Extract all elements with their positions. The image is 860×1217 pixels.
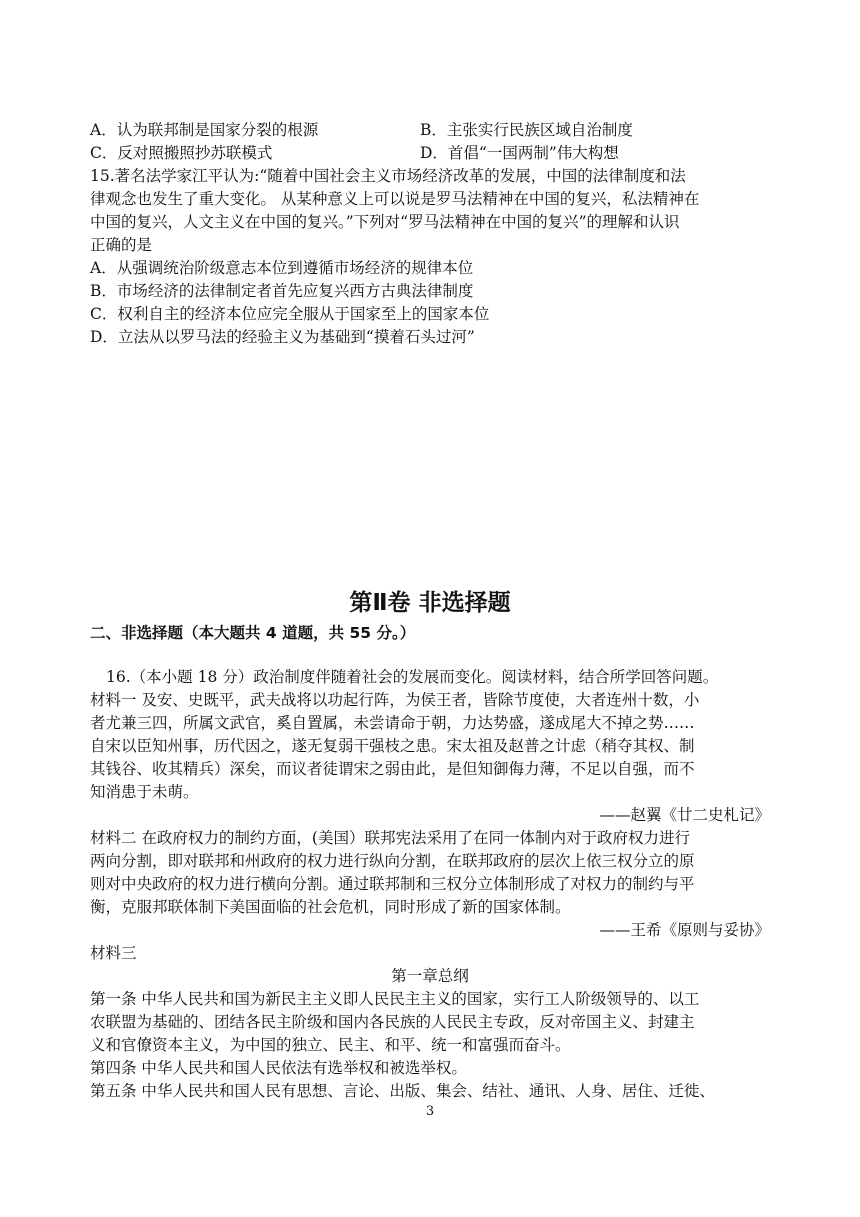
page-number: 3 (425, 1104, 435, 1119)
material2-line: 衡，克服邦联体制下美国面临的社会危机，同时形成了新的国家体制。 (90, 898, 571, 916)
material1-line: 其钱谷、收其精兵）深矣，而议者徒谓宋之弱由此，是但知御侮力薄，不足以自强，而不 (90, 760, 695, 778)
material2-source: ——王希《原则与妥协》 (599, 921, 770, 939)
q15-option-c: C．权利自主的经济本位应完全服从于国家至上的国家本位 (90, 305, 490, 323)
q16-intro: 16.（本小题 18 分）政治制度伴随着社会的发展而变化。阅读材料，结合所学回答问题。 (106, 668, 719, 686)
q14-option-a: A．认为联邦制是国家分裂的根源 (90, 121, 319, 139)
article-line: 第五条 中华人民共和国人民有思想、言论、出版、集会、结社、通讯、人身、居住、迁徙、 (90, 1082, 715, 1100)
q15-option-d: D．立法从以罗马法的经验主义为基础到“摸着石头过河” (90, 328, 475, 346)
q15-stem-line: 15.著名法学家江平认为:“随着中国社会主义市场经济改革的发展，中国的法律制度和法 (90, 167, 686, 185)
q14-option-b: B．主张实行民族区域自治制度 (420, 121, 633, 139)
article-line: 义和官僚资本主义，为中国的独立、民主、和平、统一和富强而奋斗。 (90, 1036, 571, 1054)
material2-line: 两向分割，即对联邦和州政府的权力进行纵向分割，在联邦政府的层次上依三权分立的原 (90, 852, 695, 870)
article-line: 第一条 中华人民共和国为新民主主义即人民民主主义的国家，实行工人阶级领导的、以工 (90, 990, 700, 1008)
section-title: 第Ⅱ卷 非选择题 (349, 590, 511, 616)
q15-option-a: A．从强调统治阶级意志本位到遵循市场经济的规律本位 (90, 259, 474, 277)
material1-line: 知消患于未萌。 (90, 783, 199, 801)
q14-option-c: C．反对照搬照抄苏联模式 (90, 144, 273, 162)
q14-option-d: D．首倡“一国两制”伟大构想 (420, 144, 619, 162)
material1-line: 者尤兼三四，所属文武官，奚自置属，未尝请命于朝，力达势盛，遂成尾大不掉之势…… (90, 714, 695, 732)
q15-stem-line: 律观念也发生了重大变化。 从某种意义上可以说是罗马法精神在中国的复兴，私法精神在 (90, 190, 700, 208)
material3-label: 材料三 (90, 944, 137, 962)
material2-line: 材料二 在政府权力的制约方面，(美国）联邦宪法采用了在同一体制内对于政府权力进行 (90, 829, 690, 847)
article-line: 第四条 中华人民共和国人民依法有选举权和被选举权。 (90, 1059, 467, 1077)
chapter-title: 第一章总纲 (391, 967, 469, 985)
section-subtitle: 二、非选择题（本大题共 4 道题，共 55 分。） (90, 624, 416, 642)
article-line: 农联盟为基础的、团结各民主阶级和国内各民族的人民民主专政，反对帝国主义、封建主 (90, 1013, 695, 1031)
material2-line: 则对中央政府的权力进行横向分割。通过联邦制和三权分立体制形成了对权力的制约与平 (90, 875, 695, 893)
material1-line: 材料一 及安、史既平，武夫战将以功起行阵，为侯王者，皆除节度使，大者连州十数，小 (90, 691, 700, 709)
q15-option-b: B．市场经济的法律制定者首先应复兴西方古典法律制度 (90, 282, 474, 300)
q15-stem-line: 中国的复兴，人文主义在中国的复兴。”下列对“罗马法精神在中国的复兴”的理解和认识 (90, 213, 680, 231)
q15-stem-line: 正确的是 (90, 236, 153, 254)
material1-source: ——赵翼《廿二史札记》 (599, 806, 770, 824)
material1-line: 自宋以臣知州事，历代因之，遂无复弱干强枝之患。宋太祖及赵普之计虑（稍夺其权、制 (90, 737, 695, 755)
